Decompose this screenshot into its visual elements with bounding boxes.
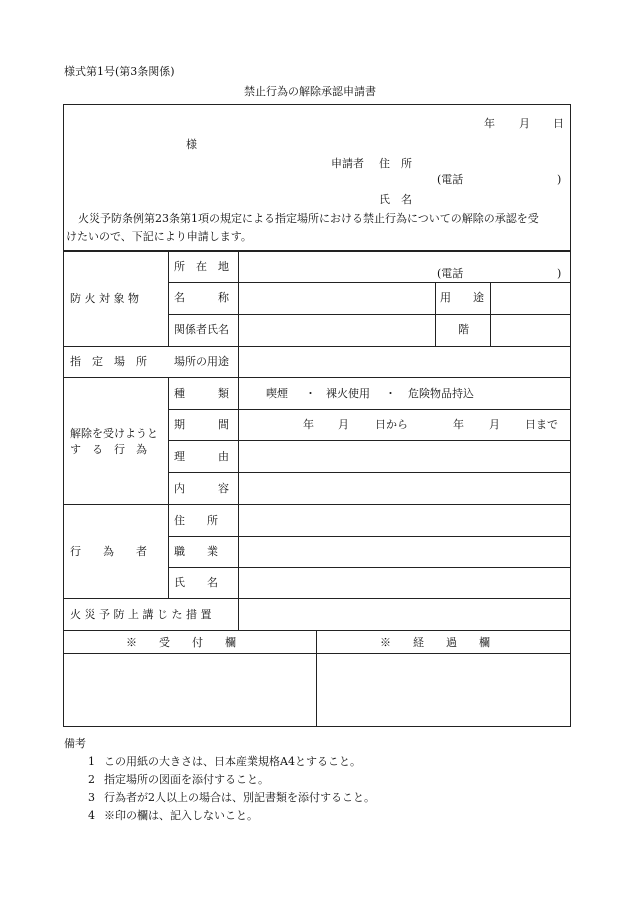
type-separator-2: ・ <box>385 387 396 400</box>
note-3-number: 3 <box>88 791 95 804</box>
floor-label: 階 <box>458 323 469 336</box>
content-label: 内 容 <box>174 482 229 495</box>
period-label: 期 間 <box>174 418 229 431</box>
related-person-label: 関係者氏名 <box>174 323 229 336</box>
addressee-suffix: 様 <box>186 138 197 151</box>
name-label: 氏 名 <box>379 193 412 206</box>
note-1-number: 1 <box>88 755 95 768</box>
reception-label: ※ 受 付 欄 <box>126 636 236 649</box>
statement-line-2: けたいので、下記により申請します。 <box>66 230 252 243</box>
date-day: 日 <box>553 117 564 130</box>
location-phone-open: (電話 <box>437 267 464 280</box>
actor-address-label: 住 所 <box>174 514 218 527</box>
note-4-number: 4 <box>88 809 95 822</box>
action-label-line-1: 解除を受けようと <box>70 427 158 440</box>
action-label-line-2: す る 行 為 <box>70 443 147 456</box>
note-4-text: ※印の欄は、記入しないこと。 <box>104 809 258 822</box>
type-label: 種 類 <box>174 387 229 400</box>
details-table <box>63 251 571 631</box>
address-label: 住 所 <box>379 157 412 170</box>
actor-occupation-label: 職 業 <box>174 545 218 558</box>
note-3-text: 行為者が2人以上の場合は、別記書類を添付すること。 <box>104 791 375 804</box>
note-1-text: この用紙の大きさは、日本産業規格A4とすること。 <box>104 755 361 768</box>
type-option-hazardous: 危険物品持込 <box>408 387 474 400</box>
form-number: 様式第1号(第3条関係) <box>64 65 175 78</box>
actor-name-label: 氏 名 <box>174 576 218 589</box>
period-from-year: 年 <box>303 418 314 431</box>
period-to-month: 月 <box>489 418 500 431</box>
type-option-smoking: 喫煙 <box>266 387 288 400</box>
date-year: 年 <box>484 117 495 130</box>
type-option-open-flame: 裸火使用 <box>326 387 370 400</box>
name-row-label: 名 称 <box>174 291 229 304</box>
fire-target-label: 防 火 対 象 物 <box>70 292 139 305</box>
period-from-month: 月 <box>338 418 349 431</box>
use-label: 用 途 <box>440 291 484 304</box>
measures-label: 火 災 予 防 上 講 じ た 措 置 <box>70 608 212 621</box>
phone-open: (電話 <box>437 173 464 186</box>
notes-title: 備考 <box>64 737 86 750</box>
period-to-year: 年 <box>453 418 464 431</box>
note-2-number: 2 <box>88 773 95 786</box>
applicant-label: 申請者 <box>331 157 364 170</box>
statement-line-1: 火災予防条例第23条第1項の規定による指定場所における禁止行為についての解除の承認を受 <box>78 212 539 225</box>
location-label: 所 在 地 <box>174 260 229 273</box>
form-title: 禁止行為の解除承認申請書 <box>244 85 376 98</box>
period-to-day: 日まで <box>525 418 558 431</box>
location-phone-close: ) <box>557 267 562 280</box>
designated-place-label: 指 定 場 所 <box>70 355 147 368</box>
progress-label: ※ 経 過 欄 <box>380 636 490 649</box>
note-2-text: 指定場所の図面を添付すること。 <box>104 773 269 786</box>
type-separator-1: ・ <box>305 387 316 400</box>
phone-close: ) <box>557 173 562 186</box>
place-use-label: 場所の用途 <box>174 355 229 368</box>
reason-label: 理 由 <box>174 450 229 463</box>
date-month: 月 <box>519 117 530 130</box>
period-from-day: 日から <box>375 418 408 431</box>
actor-label: 行 為 者 <box>70 545 147 558</box>
